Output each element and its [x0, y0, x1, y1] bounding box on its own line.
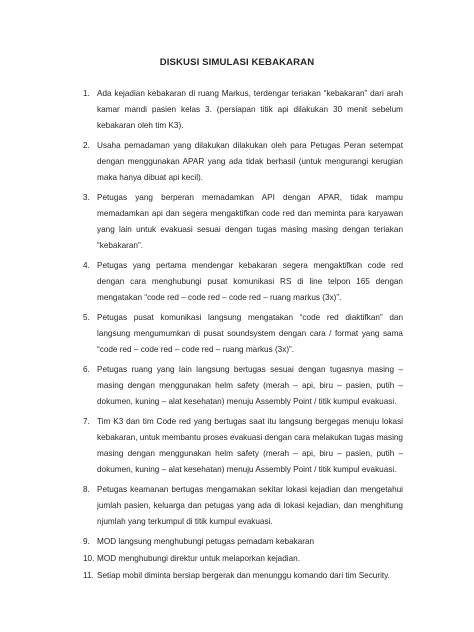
document-title: DISKUSI SIMULASI KEBAKARAN — [159, 57, 315, 68]
list-item-8 — [83, 482, 403, 530]
list-item-text: Petugas yang pertama mendengar kebakaran segera mengaktifkan code red dengan cara menghubungi pusat komunikasi RS di line telpon 165 dengan mengatakan “code red – code red – code red – ruang markus (3x)”. — [97, 261, 403, 302]
list-item-text: Ada kejadian kebakaran di ruang Markus, terdengar teriakan “kebakaran” dari arah kamar mandi pasien kelas 3. (persiapan titik api dilakukan 30 menit sebelum kebakaran oleh tim K3). — [97, 89, 403, 130]
list-item-text: MOD menghubungi direktur untuk melaporkan kejadian. — [97, 554, 300, 563]
list-item-number: 1. — [83, 89, 90, 98]
list-item-text: Tim K3 dan tim Code red yang bertugas saat itu langsung bergegas menuju lokasi kebakaran, untuk membantu proses evakuasi dengan cara melakukan tugas masing masing dengan menggunakan helm safety (merah – api, biru – pasien, putih – dokumen, kuning – alat kesehatan) menuju Assembly Point / titik kumpul evakuasi. — [97, 417, 403, 474]
list-item-9 — [83, 534, 403, 550]
list-item-text: Petugas pusat komunikasi langsung mengatakan “code red diaktifkan” dan langsung mengumumkan di pusat soundsystem dengan cara / format yang sama “code red – code red – code red – ruang markus (3x)”. — [97, 313, 403, 354]
list-item-text: Setiap mobil diminta bersiap bergerak dan menunggu komando dari tim Security. — [97, 571, 390, 580]
list-item-number: 7. — [83, 417, 90, 426]
list-item-10 — [83, 551, 403, 567]
list-item-6 — [83, 362, 403, 410]
list-item-number: 2. — [83, 141, 90, 150]
list-item-number: 11. — [83, 571, 94, 580]
list-item-number: 3. — [83, 193, 90, 202]
list-item-text: Usaha pemadaman yang dilakukan dilakukan oleh para Petugas Peran setempat dengan menggunakan APAR yang ada tidak berhasil (untuk mengurangi kerugian maka hanya dibuat api kecil). — [97, 141, 403, 182]
list-item-number: 8. — [83, 485, 90, 494]
list-item-number: 5. — [83, 313, 90, 322]
list-item-7 — [83, 414, 403, 478]
numbered-list — [83, 86, 403, 585]
list-item-text: Petugas yang berperan memadamkan API dengan APAR, tidak mampu memadamkan api dan segera mengaktifkan code red dan meminta para karyawan yang lain untuk evakuasi sesuai dengan tugas masing masing dengan teriakan “kebakaran”. — [97, 193, 403, 250]
list-item-text: Petugas keamanan bertugas mengamakan sekitar lokasi kejadian dan mengetahui jumlah pasien, keluarga dan petugas yang ada di lokasi kejadian, dan menghitung njumlah yang terkumpul di titik kumpul evakuasi. — [97, 485, 403, 526]
list-item-5 — [83, 310, 403, 358]
list-item-2 — [83, 138, 403, 186]
list-item-3 — [83, 190, 403, 254]
list-item-4 — [83, 258, 403, 306]
list-item-text: MOD langsung menghubungi petugas pemadam kebakaran — [97, 537, 315, 546]
list-item-1 — [83, 86, 403, 134]
list-item-number: 10. — [83, 554, 95, 563]
list-item-11 — [83, 568, 403, 584]
list-item-number: 4. — [83, 261, 90, 270]
list-item-text: Petugas ruang yang lain langsung bertugas sesuai dengan tugasnya masing – masing dengan menggunakan helm safety (merah – api, biru – pasien, putih – dokumen, kuning – alat kesehatan) menuju Assembly Point / titik kumpul evakuasi. — [97, 365, 403, 406]
list-item-number: 9. — [83, 537, 90, 546]
list-item-number: 6. — [83, 365, 90, 374]
